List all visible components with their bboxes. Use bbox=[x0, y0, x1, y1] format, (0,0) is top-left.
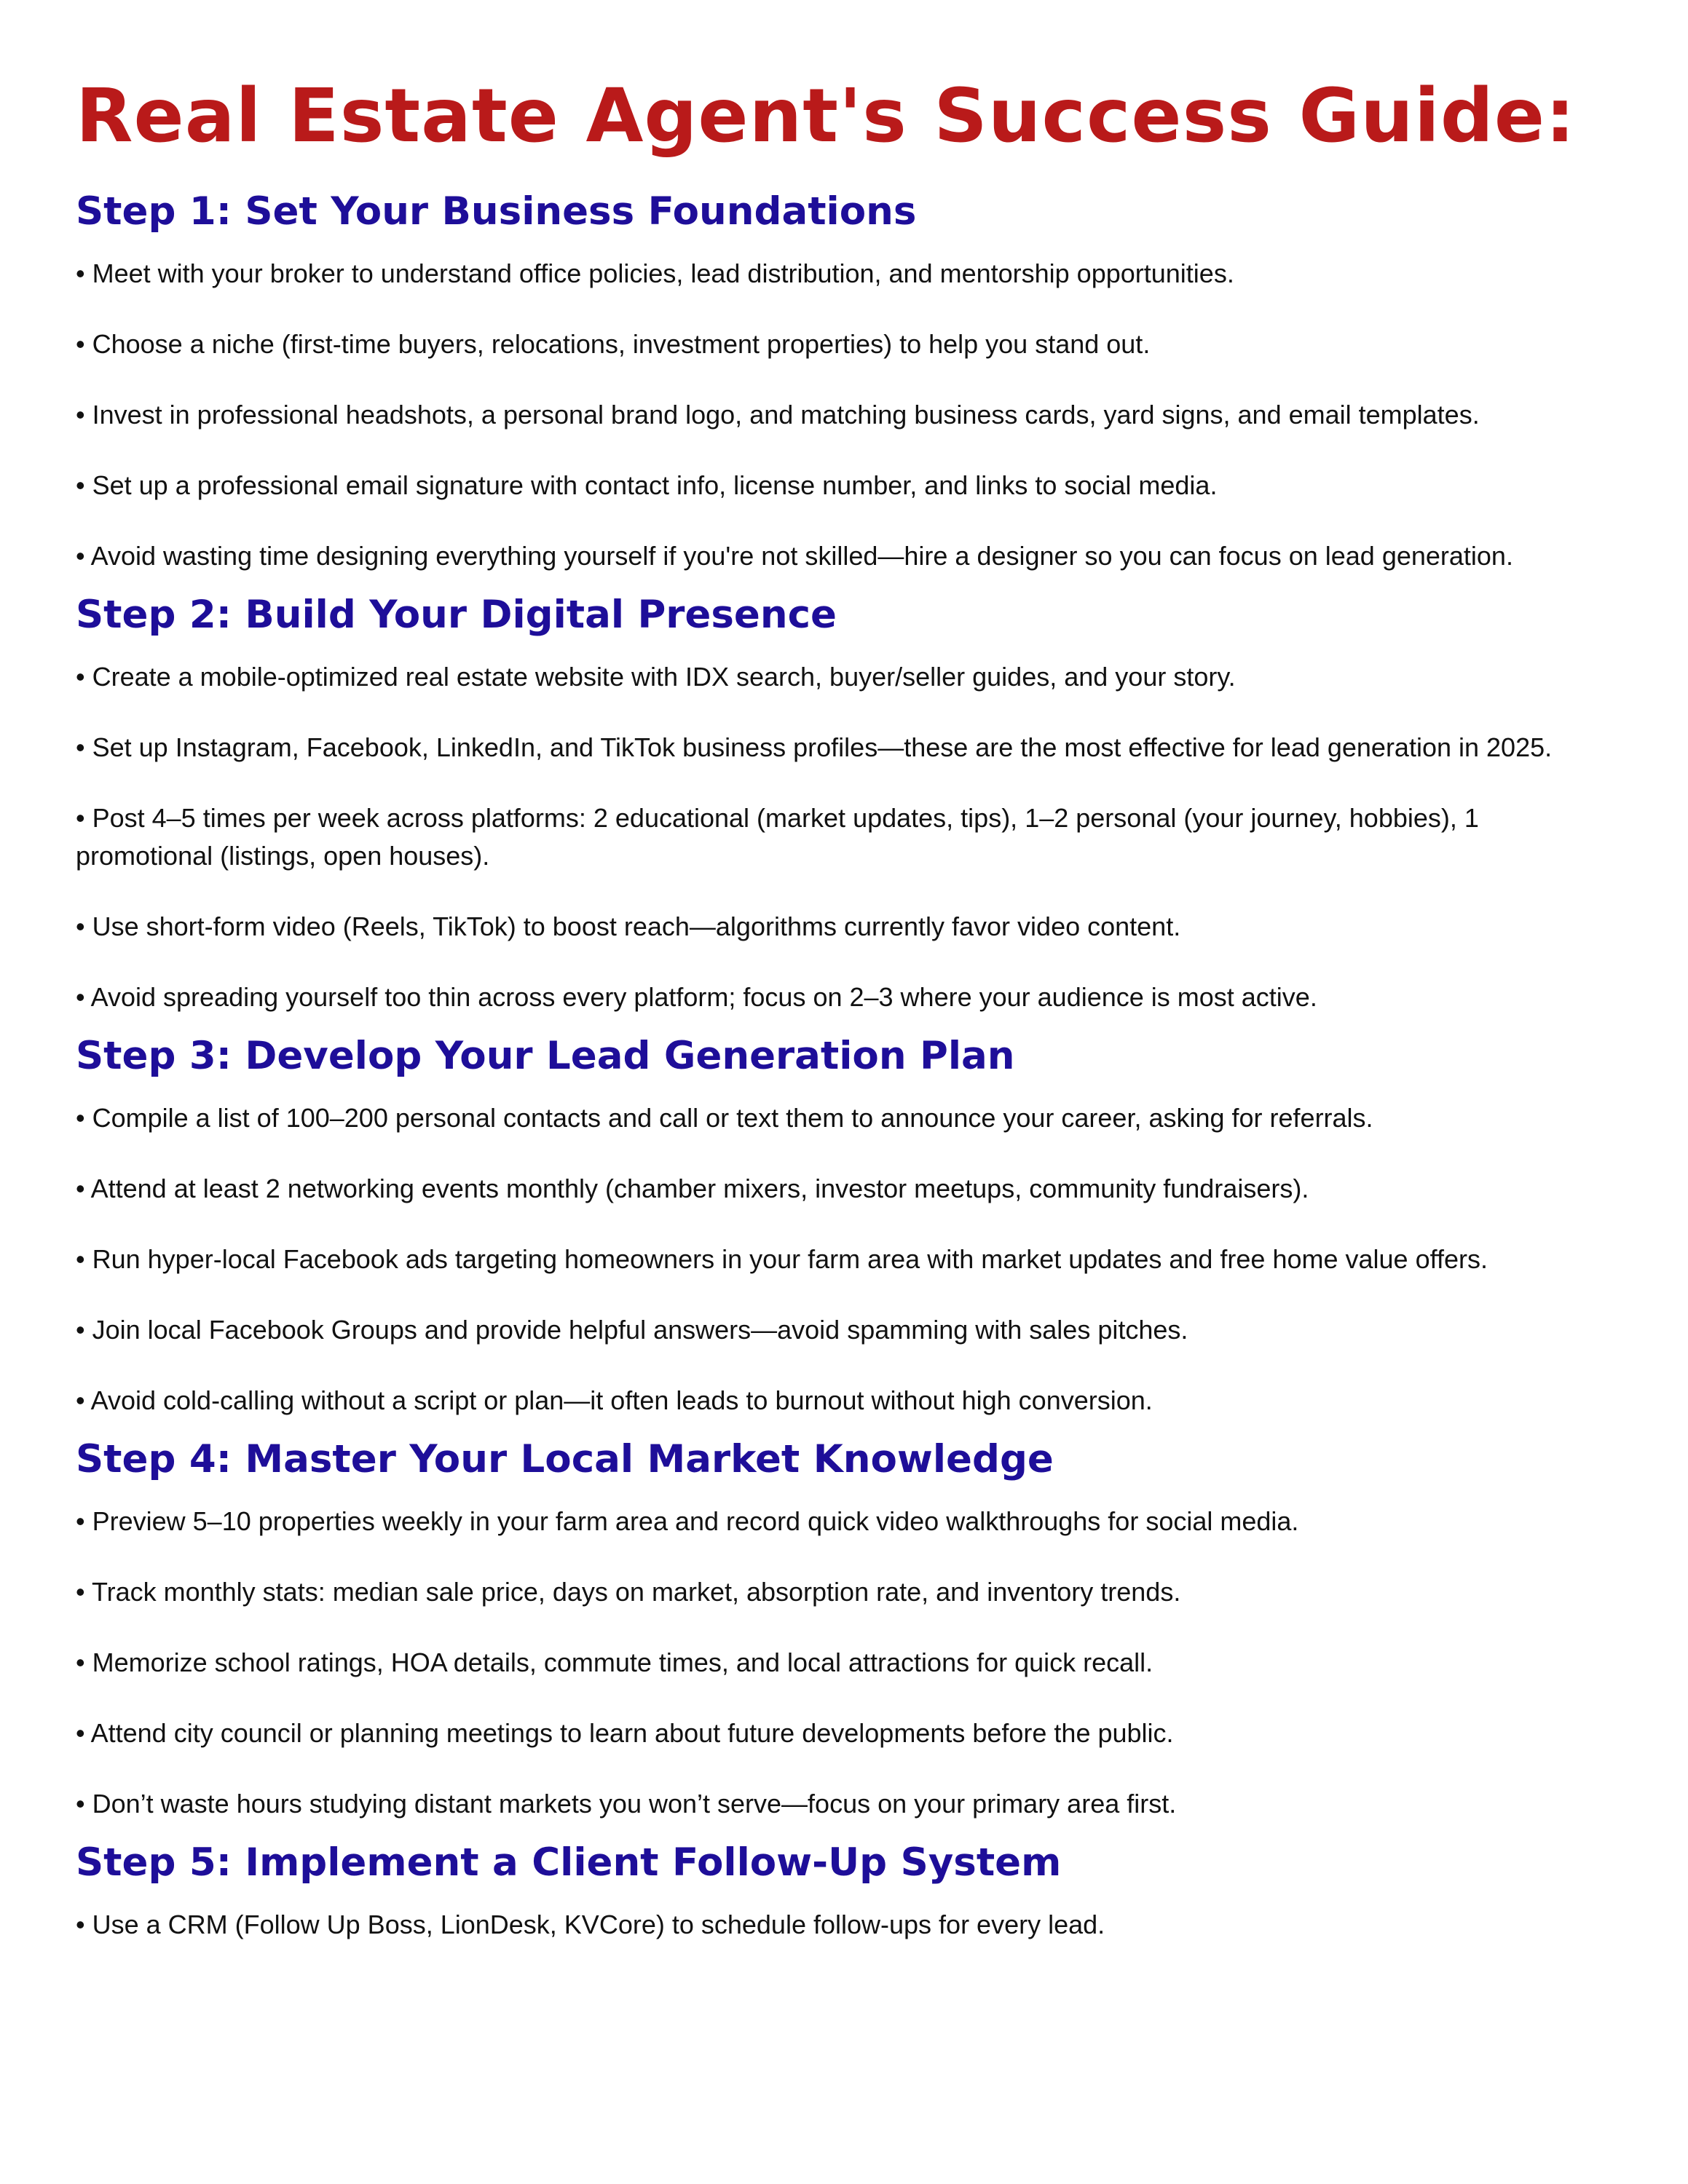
step-1-bullets bbox=[76, 255, 1620, 575]
step-4-bullets bbox=[76, 1503, 1620, 1823]
bullet-item: • Compile a list of 100–200 personal contacts and call or text them to announce your career, asking for referrals. bbox=[76, 1103, 1373, 1133]
step-3-bullets bbox=[76, 1099, 1620, 1420]
bullet-item: • Post 4–5 times per week across platforms: 2 educational (market updates, tips), 1–2 personal (your journey, hobbies), 1 promotional (listings, open houses). bbox=[76, 803, 1479, 871]
step-3-heading: Step 3: Develop Your Lead Generation Plan bbox=[76, 1034, 1015, 1078]
step-4-heading: Step 4: Master Your Local Market Knowledge bbox=[76, 1437, 1054, 1481]
step-5-heading: Step 5: Implement a Client Follow-Up System bbox=[76, 1840, 1062, 1885]
document-page bbox=[76, 0, 1620, 1944]
bullet-item: • Attend at least 2 networking events monthly (chamber mixers, investor meetups, community fundraisers). bbox=[76, 1174, 1309, 1203]
step-2-bullets bbox=[76, 658, 1620, 1016]
bullet-item: • Don’t waste hours studying distant markets you won’t serve—focus on your primary area first. bbox=[76, 1789, 1177, 1819]
bullet-item: • Avoid cold-calling without a script or plan—it often leads to burnout without high conversion. bbox=[76, 1385, 1153, 1415]
bullet-item: • Use short-form video (Reels, TikTok) to boost reach—algorithms currently favor video content. bbox=[76, 911, 1181, 941]
bullet-item: • Set up a professional email signature with contact info, license number, and links to social media. bbox=[76, 470, 1218, 500]
bullet-item: • Create a mobile-optimized real estate website with IDX search, buyer/seller guides, and your story. bbox=[76, 662, 1236, 692]
bullet-item: • Use a CRM (Follow Up Boss, LionDesk, KVCore) to schedule follow-ups for every lead. bbox=[76, 1910, 1105, 1939]
page-title: Real Estate Agent's Success Guide: bbox=[76, 73, 1576, 159]
step-4-section bbox=[76, 1434, 1620, 1823]
bullet-item: • Join local Facebook Groups and provide helpful answers—avoid spamming with sales pitches. bbox=[76, 1315, 1188, 1345]
step-5-section bbox=[76, 1837, 1620, 1944]
bullet-item: • Attend city council or planning meetings to learn about future developments before the public. bbox=[76, 1718, 1174, 1748]
step-5-bullets bbox=[76, 1906, 1620, 1944]
step-2-section bbox=[76, 590, 1620, 1016]
bullet-item: • Invest in professional headshots, a personal brand logo, and matching business cards, yard signs, and email templates. bbox=[76, 400, 1480, 430]
step-3-section bbox=[76, 1031, 1620, 1420]
bullet-item: • Preview 5–10 properties weekly in your farm area and record quick video walkthroughs for social media. bbox=[76, 1506, 1299, 1536]
bullet-item: • Avoid wasting time designing everything yourself if you're not skilled—hire a designer so you can focus on lead generation. bbox=[76, 541, 1513, 571]
bullet-item: • Avoid spreading yourself too thin across every platform; focus on 2–3 where your audience is most active. bbox=[76, 982, 1317, 1012]
step-1-heading: Step 1: Set Your Business Foundations bbox=[76, 189, 917, 234]
bullet-item: • Memorize school ratings, HOA details, commute times, and local attractions for quick recall. bbox=[76, 1647, 1153, 1677]
bullet-item: • Run hyper-local Facebook ads targeting homeowners in your farm area with market updates and free home value offers. bbox=[76, 1244, 1488, 1274]
step-2-heading: Step 2: Build Your Digital Presence bbox=[76, 593, 837, 637]
bullet-item: • Set up Instagram, Facebook, LinkedIn, and TikTok business profiles—these are the most effective for lead generation in 2025. bbox=[76, 732, 1553, 762]
bullet-item: • Meet with your broker to understand office policies, lead distribution, and mentorship opportunities. bbox=[76, 258, 1234, 288]
step-1-section bbox=[76, 186, 1620, 575]
bullet-item: • Track monthly stats: median sale price, days on market, absorption rate, and inventory trends. bbox=[76, 1577, 1181, 1607]
bullet-item: • Choose a niche (first-time buyers, relocations, investment properties) to help you stand out. bbox=[76, 329, 1151, 359]
